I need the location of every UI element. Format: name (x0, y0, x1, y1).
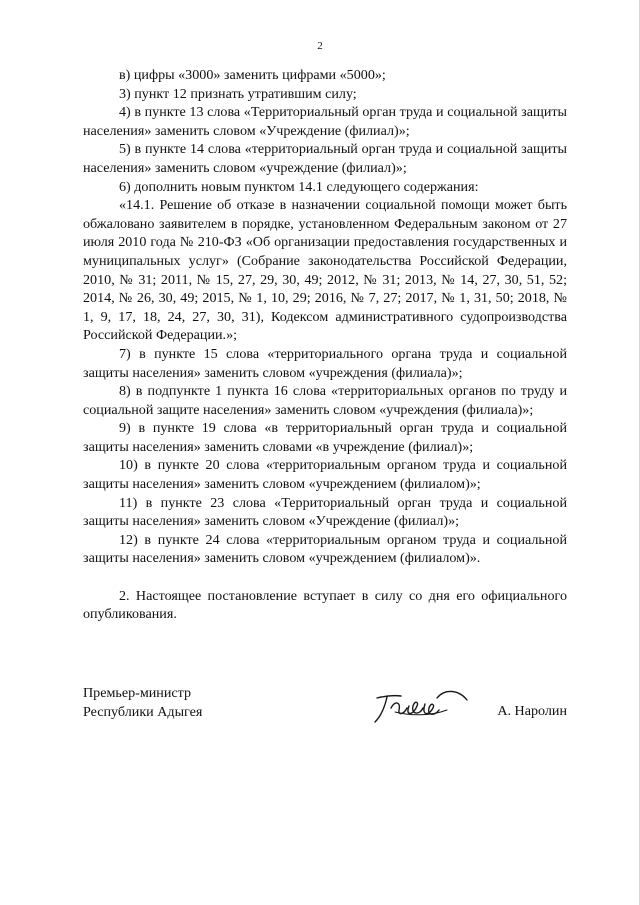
paragraph-amendment-6: 6) дополнить новым пунктом 14.1 следующего содержания: (119, 178, 479, 195)
signatory-title-line2: Республики Адыгея (83, 703, 203, 720)
paragraph-amendment-9: 9) в пункте 19 слова «в территориальный орган труда и социальной защиты населения» заменить словами «в учреждение (филиал)»; (83, 420, 567, 455)
paragraph-amendment-10: 10) в пункте 20 слова «территориальным органом труда и социальной защиты населения» заменить словом «учреждением (филиалом)»; (83, 457, 567, 493)
paragraph-amendment-3: 3) пункт 12 признать утратившим силу; (119, 85, 357, 102)
paragraph-amendment-7: 7) в пункте 15 слова «территориального органа труда и социальной защиты населения» заменить словом «учреждения (филиала)»; (83, 345, 567, 381)
paragraph-amendment-12: 12) в пункте 24 слова «территориальным органом труда и социальной защиты населения» заменить словом «учреждением (филиалом)». (83, 531, 567, 567)
document-body (83, 66, 567, 624)
paragraph-clause-14-1: «14.1. Решение об отказе в назначении социальной помощи может быть обжаловано заявителем в порядке, установленном Федеральным законом от 27 июля 2010 года № 210-ФЗ «Об организации предоставления государственных и муниципальных услуг» (Собрание законодательства Российской Федерации, 2010, № 31; 2011, № 15, 27, 29, 30, 49; 2012, № 31; 2013, № 14, 27, 30, 51, 52; 2014, № 26, 30, 49; 2015, № 1, 10, 29; 2016, № 7, 27; 2017, № 1, 31, 50; 2018, № 1, 9, 17, 18, 24, 27, 30, 31), Кодексом административного судопроизводства Российской Федерации.»; (83, 197, 567, 344)
paragraph-entry-into-force: 2. Настоящее постановление вступает в силу со дня его официального опубликования. (83, 587, 567, 623)
handwritten-signature (371, 686, 471, 726)
page-number: 2 (317, 40, 323, 52)
signatory-name: А. Наролин (497, 703, 567, 719)
paragraph-amendment-11: 11) в пункте 23 слова «Территориальный орган труда и социальной защиты населения» заменить словом «Учреждение (филиал)»; (83, 494, 567, 530)
paragraph-amendment-4: 4) в пункте 13 слова «Территориальный орган труда и социальной защиты населения» заменить словом «Учреждение (филиал)»; (83, 104, 567, 139)
paragraph-amendment-5: 5) в пункте 14 слова «территориальный орган труда и социальной защиты населения» заменить словом «учреждение (филиал)»; (83, 141, 567, 176)
handwritten-signature-graphic (371, 686, 471, 726)
signature-block (83, 684, 567, 744)
paragraph-amendment-v: в) цифры «3000» заменить цифрами «5000»; (119, 67, 386, 83)
signatory-title-line1: Премьер-министр (83, 685, 192, 701)
paragraph-amendment-8: 8) в подпункте 1 пункта 16 слова «территориальных органов по труду и социальной защите населения» заменить словом «учреждения (филиала)»; (83, 383, 567, 418)
signatory-title (83, 684, 202, 721)
